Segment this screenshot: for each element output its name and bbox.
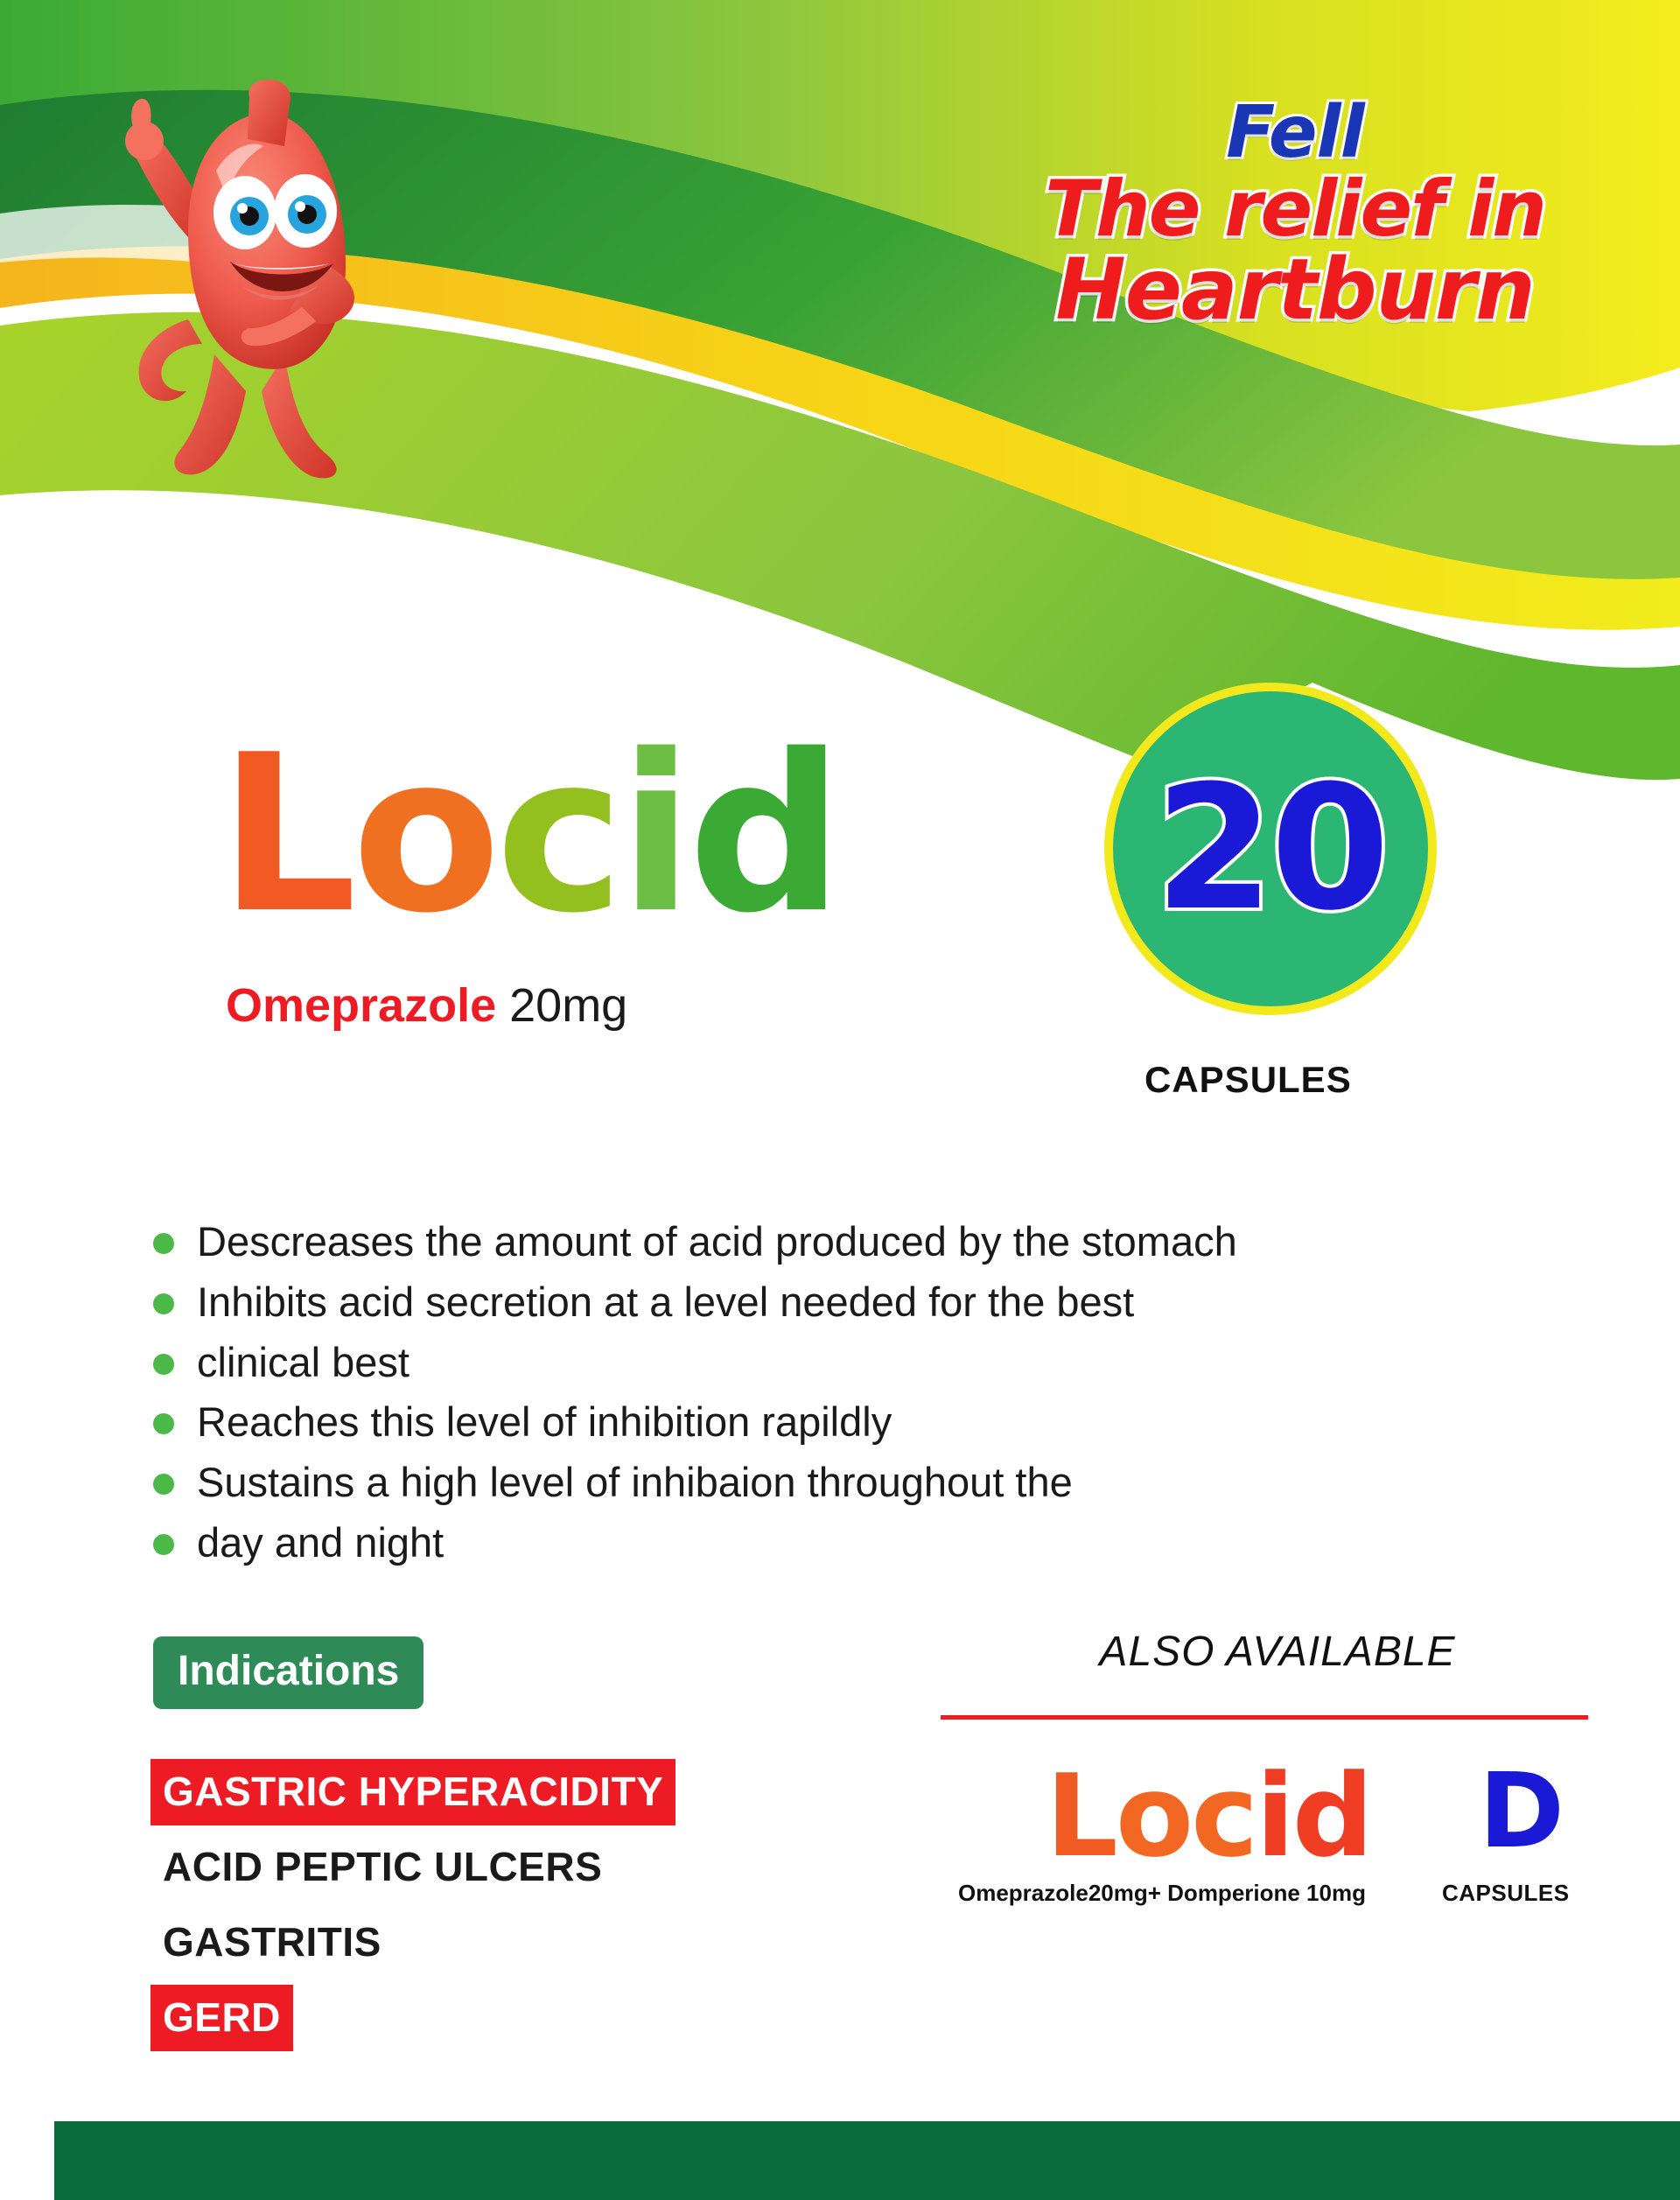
also-available-caption: CAPSULES — [1442, 1880, 1570, 1906]
bullet-dot-icon — [153, 1413, 174, 1434]
composition-salt: Omeprazole — [226, 979, 497, 1032]
brand-letter-1: L — [219, 709, 353, 961]
indications-label: Indications — [153, 1636, 424, 1709]
list-item — [150, 1985, 938, 2060]
indication-text: GASTRIC HYPERACIDITY — [150, 1759, 676, 1825]
list-item — [153, 1397, 1571, 1448]
also-brand-letter-2: o — [1115, 1749, 1192, 1882]
strength-badge — [1104, 683, 1437, 1015]
also-brand-letter-3: c — [1191, 1749, 1256, 1882]
headline — [962, 91, 1628, 340]
footer-bar — [54, 2121, 1680, 2200]
indication-text: GERD — [150, 1985, 293, 2051]
list-item — [150, 1759, 938, 1834]
also-available-variant: D — [1479, 1750, 1564, 1871]
brand-letter-3: c — [495, 709, 620, 961]
brand-letter-5: d — [688, 709, 838, 961]
composition-strength: 20mg — [509, 979, 628, 1032]
badge-caption: CAPSULES — [1144, 1059, 1352, 1100]
also-available-brand — [1046, 1749, 1371, 1882]
indications-list — [150, 1759, 938, 2060]
also-available-divider — [941, 1715, 1588, 1720]
badge-number: 20 — [1154, 749, 1387, 949]
benefit-text: day and night — [197, 1518, 444, 1566]
benefit-text: Sustains a high level of inhibaion throughout the — [197, 1459, 1073, 1505]
benefit-text: Inhibits acid secretion at a level needed for the best — [197, 1278, 1135, 1325]
brand-block — [0, 709, 1680, 1164]
stomach-mascot-icon — [83, 66, 459, 486]
list-item — [153, 1277, 1571, 1328]
also-brand-letter-4: i — [1256, 1749, 1292, 1882]
indication-text: GASTRITIS — [163, 1919, 382, 1965]
headline-line-2: The relief in — [1045, 163, 1545, 254]
benefit-text: Descreases the amount of acid produced by the stomach — [197, 1218, 1237, 1265]
footer-left-spacer — [0, 2121, 54, 2200]
badge-circle — [1104, 683, 1437, 1015]
headline-line-1: Fell — [1226, 91, 1364, 174]
bullet-dot-icon — [153, 1293, 174, 1314]
list-item — [150, 1834, 938, 1909]
brand-letter-2: o — [352, 709, 496, 961]
benefits-list — [153, 1216, 1571, 1578]
list-item — [150, 1909, 938, 1985]
benefit-text: clinical best — [197, 1338, 410, 1385]
list-item — [153, 1216, 1571, 1268]
benefit-text: Reaches this level of inhibition rapildly — [197, 1398, 892, 1446]
headline-line-3: Heartburn — [1055, 241, 1535, 340]
also-available-title: ALSO AVAILABLE — [1099, 1629, 1456, 1675]
also-brand-letter-5: d — [1292, 1749, 1371, 1882]
list-item — [153, 1337, 1571, 1389]
bullet-dot-icon — [153, 1474, 174, 1495]
indication-text: ACID PEPTIC ULCERS — [163, 1844, 603, 1889]
bullet-dot-icon — [153, 1233, 174, 1254]
bullet-dot-icon — [153, 1534, 174, 1555]
product-name — [219, 709, 838, 961]
list-item — [153, 1517, 1571, 1569]
product-composition — [226, 978, 627, 1033]
list-item — [153, 1457, 1571, 1509]
also-available-composition: Omeprazole20mg+ Domperione 10mg — [958, 1880, 1366, 1906]
brand-letter-4: i — [619, 709, 689, 961]
also-brand-letter-1: L — [1046, 1749, 1116, 1882]
bullet-dot-icon — [153, 1354, 174, 1375]
